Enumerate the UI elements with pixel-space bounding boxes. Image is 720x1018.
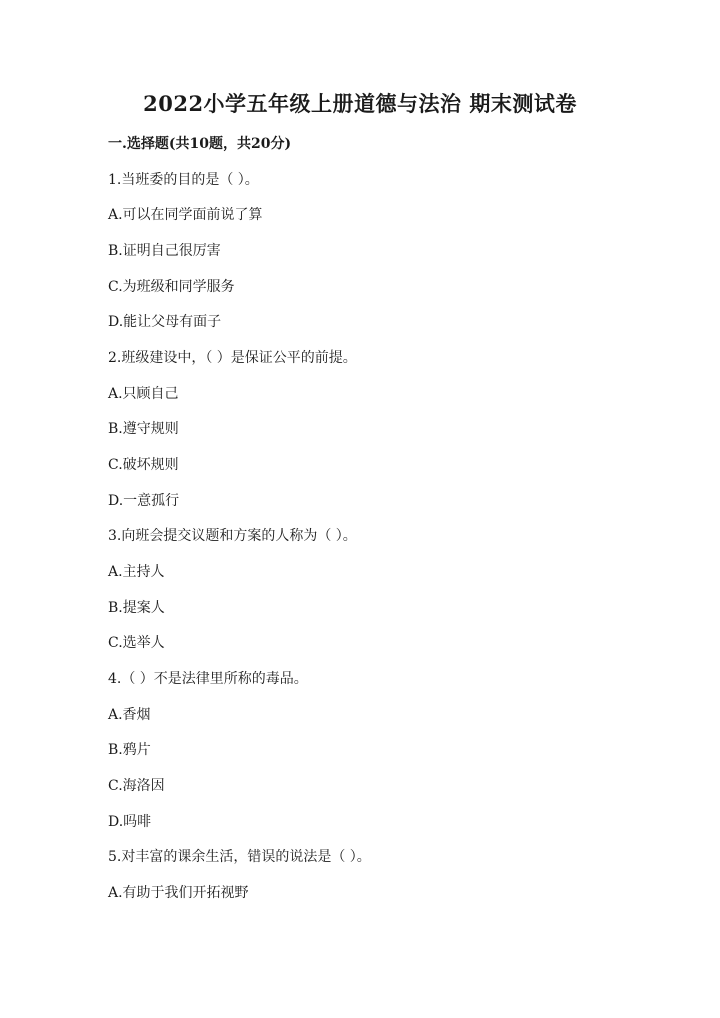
question-4-option-c: C.海洛因 (108, 778, 165, 794)
question-2-option-b: B.遵守规则 (108, 421, 179, 437)
question-2-option-c: C.破坏规则 (108, 457, 179, 473)
question-1-option-a: A.可以在同学面前说了算 (108, 207, 263, 223)
section-heading: 一.选择题(共10题，共20分) (108, 136, 292, 152)
question-1-option-d: D.能让父母有面子 (108, 314, 222, 330)
question-2-option-d: D.一意孤行 (108, 493, 180, 509)
question-2-stem: 2.班级建设中，（ ）是保证公平的前提。 (108, 350, 357, 366)
question-3-option-c: C.选举人 (108, 635, 165, 651)
question-1-option-b: B.证明自己很厉害 (108, 243, 221, 259)
question-1-option-c: C.为班级和同学服务 (108, 279, 235, 295)
question-4-option-d: D.吗啡 (108, 814, 152, 830)
question-1-stem: 1.当班委的目的是（ ）。 (108, 172, 259, 188)
page-title: 2022小学五年级上册道德与法治 期末测试卷 (143, 91, 577, 116)
question-3-option-a: A.主持人 (108, 564, 165, 580)
question-4-option-a: A.香烟 (108, 707, 151, 723)
question-5-option-a: A.有助于我们开拓视野 (108, 885, 249, 901)
question-3-stem: 3.向班会提交议题和方案的人称为（ ）。 (108, 528, 357, 544)
question-4-option-b: B.鸦片 (108, 742, 151, 758)
question-2-option-a: A.只顾自己 (108, 386, 179, 402)
question-5-stem: 5.对丰富的课余生活，错误的说法是（ ）。 (108, 849, 371, 865)
question-4-stem: 4.（ ）不是法律里所称的毒品。 (108, 671, 308, 687)
question-3-option-b: B.提案人 (108, 600, 165, 616)
